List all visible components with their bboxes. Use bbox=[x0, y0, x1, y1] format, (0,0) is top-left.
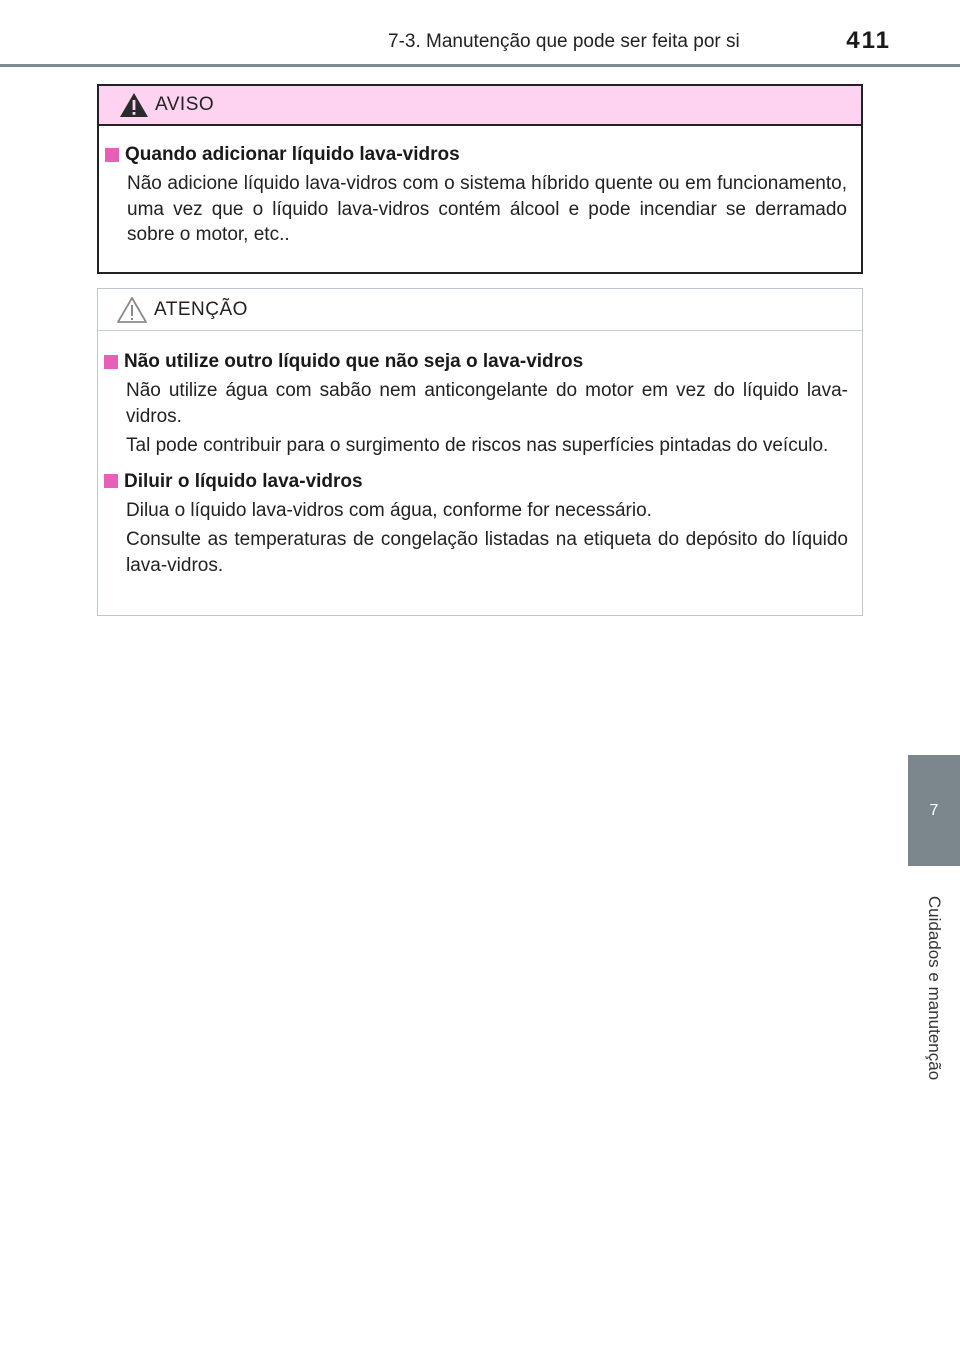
header-rule bbox=[0, 64, 960, 67]
bullet-square-icon bbox=[104, 474, 118, 488]
warning-triangle-outline-icon bbox=[116, 296, 148, 324]
topic-paragraph: Dilua o líquido lava-vidros com água, conforme for necessário. bbox=[126, 499, 652, 521]
chapter-tab[interactable] bbox=[908, 755, 960, 866]
caution-box bbox=[97, 288, 863, 616]
bullet-square-icon bbox=[104, 355, 118, 369]
topic-paragraph: Não adicione líquido lava-vidros com o sistema híbrido quente ou em funcionamento, uma vez que o líquido lava-vidros contém álcool e pode incendiar se derramado sobre o motor, etc.. bbox=[127, 173, 847, 245]
caution-topic bbox=[104, 469, 848, 579]
warning-box-header bbox=[99, 86, 861, 126]
caution-box-header bbox=[98, 289, 862, 331]
caution-topic bbox=[104, 349, 848, 459]
warning-triangle-filled-icon bbox=[119, 92, 149, 118]
warning-label: AVISO bbox=[155, 94, 215, 115]
chapter-number: 7 bbox=[929, 801, 939, 819]
caution-box-body bbox=[98, 331, 862, 578]
topic-paragraph: Tal pode contribuir para o surgimento de riscos nas superfícies pintadas do veículo. bbox=[126, 435, 829, 456]
page-number: 411 bbox=[846, 27, 891, 54]
chapter-title: Cuidados e manutenção bbox=[925, 895, 944, 1081]
topic-paragraph: Não utilize água com sabão nem anticongelante do motor em vez do líquido lava-vidros. bbox=[126, 380, 848, 427]
topic-title: Quando adicionar líquido lava-vidros bbox=[125, 144, 460, 165]
warning-box-body bbox=[99, 126, 861, 248]
topic-title: Diluir o líquido lava-vidros bbox=[124, 470, 363, 492]
caution-label: ATENÇÃO bbox=[154, 298, 248, 320]
bullet-square-icon bbox=[105, 148, 119, 162]
warning-box bbox=[97, 84, 863, 274]
topic-paragraph: Consulte as temperaturas de congelação listadas na etiqueta do depósito do líquido lava-vidros. bbox=[126, 529, 848, 576]
warning-topic bbox=[105, 142, 847, 248]
section-title: 7-3. Manutenção que pode ser feita por si bbox=[388, 31, 740, 52]
topic-title: Não utilize outro líquido que não seja o lava-vidros bbox=[124, 351, 584, 372]
